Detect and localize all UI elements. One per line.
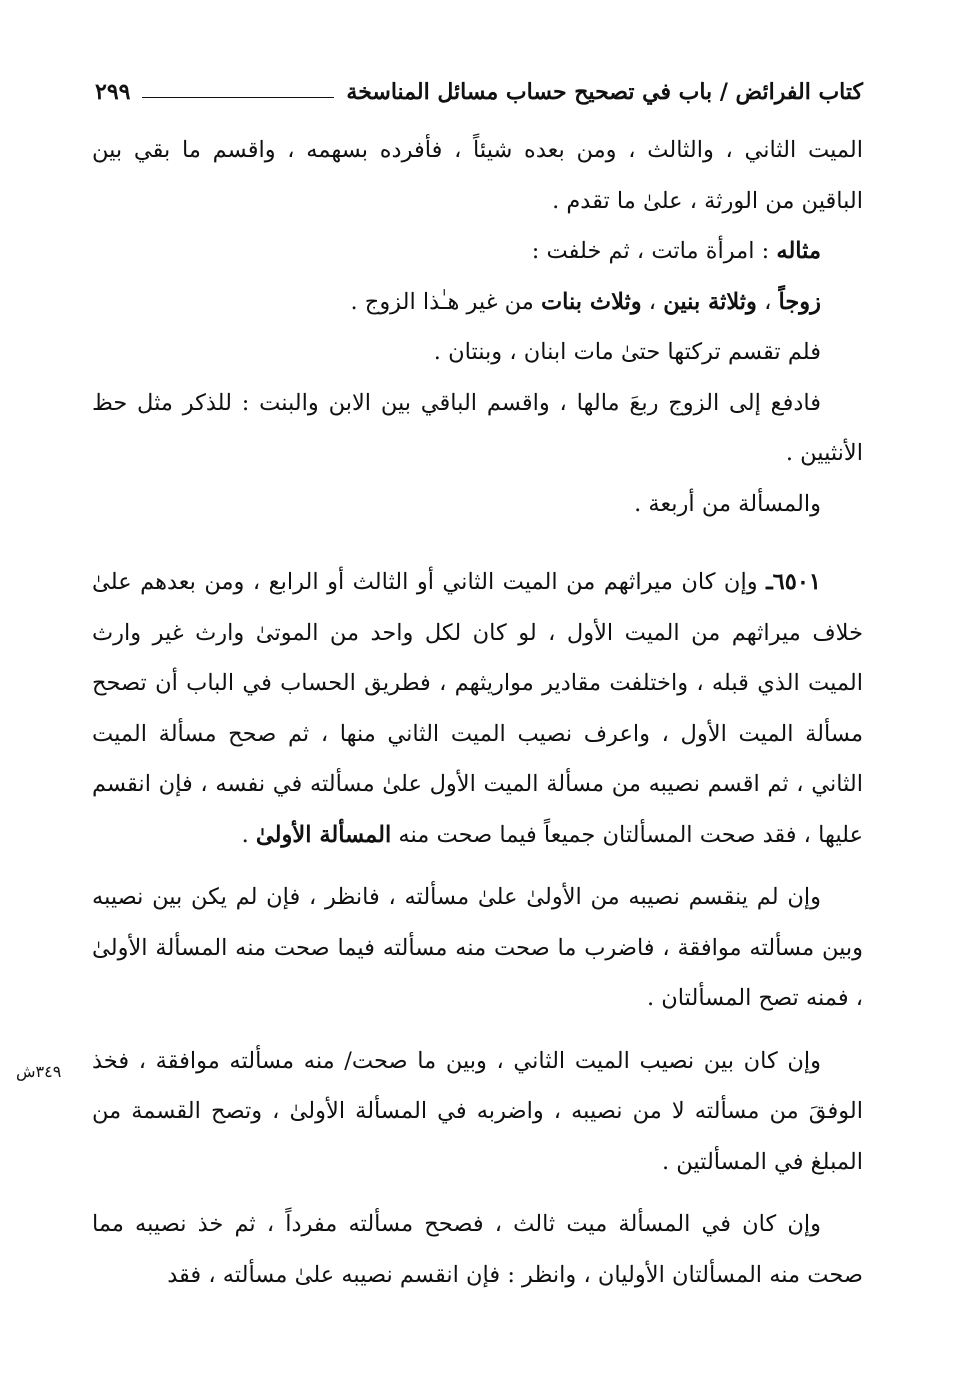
paragraph-8: وإن لم ينقسم نصيبه من الأولىٰ علىٰ مسألته ، فانظر ، فإن لم يكن بين نصيبه وبين مسألته موافقة ، فاضرب ما صحت منه مسألته فيما صحت منه المسألة الأولىٰ ، فمنه تصح المسألتان . <box>92 884 863 1011</box>
margin-note: ٣٤٩ش <box>16 1062 62 1081</box>
section-number: ٦٥٠١ـ <box>766 569 821 595</box>
heirs-tail: من غير هـٰذا الزوج . <box>350 288 541 315</box>
page-number: ٢٩٩ <box>95 79 131 105</box>
example-text: : امرأة ماتت ، ثم خلفت : <box>531 238 777 264</box>
paragraph-9: وإن كان بين نصيب الميت الثاني ، وبين ما صحت/ منه مسألته موافقة ، فخذ الوفقَ من مسألته لا من نصيبه ، واضربه في المسألة الأولىٰ ، وتصح القسمة من المبلغ في المسألتين . <box>92 1047 863 1175</box>
section-end: . <box>241 821 256 848</box>
header-rule <box>142 97 334 98</box>
heir-daughters: وثلاث بنات <box>540 288 642 315</box>
paragraph-heirs <box>92 277 863 328</box>
paragraph-6501 <box>92 557 863 860</box>
page-body <box>92 125 863 1300</box>
example-label: مثاله <box>776 238 821 264</box>
section-text: وإن كان ميراثهم من الميت الثاني أو الثالث أو الرابع ، ومن بعدهم علىٰ خلاف ميراثهم من الميت الأول ، لو كان لكل واحد من الموتىٰ وارث غير وارث الميت الذي قبله ، واختلفت مقادير مواريثهم ، فطريق الحساب في الباب أن تصحح مسألة الميت الأول ، واعرف نصيب الميت الثاني منها ، ثم صحح مسألة الميت الثاني ، ثم اقسم نصيبه من مسألة الميت الأول علىٰ مسألته في نفسه ، فإن انقسم عليها ، فقد صحت المسألتان جميعاً فيما صحت منه <box>92 569 863 848</box>
header-title: كتاب الفرائض / باب في تصحيح حساب مسائل المناسخة <box>346 79 863 105</box>
separator: ، <box>641 288 664 315</box>
paragraph-10: وإن كان في المسألة ميت ثالث ، فصحح مسألته مفرداً ، ثم خذ نصيبه مما صحت منه المسألتان الأوليان ، وانظر : فإن انقسم نصيبه علىٰ مسألته ، فقد <box>92 1211 863 1288</box>
heir-husband: زوجاً <box>778 288 821 315</box>
separator: ، <box>756 288 779 315</box>
paragraph-example <box>92 226 863 277</box>
heir-sons: وثلاثة بنين <box>663 288 757 315</box>
paragraph-4: فلم تقسم تركتها حتىٰ مات ابنان ، وبنتان . <box>433 339 821 365</box>
running-header <box>95 72 863 112</box>
paragraph-1: الميت الثاني ، والثالث ، ومن بعده شيئاً ، فأفرده بسهمه ، واقسم ما بقي بين الباقين من الورثة ، علىٰ ما تقدم . <box>92 137 863 214</box>
paragraph-5: فادفع إلى الزوج ربعَ مالها ، واقسم الباقي بين الابن والبنت : للذكر مثل حظ الأنثيين . <box>92 389 863 466</box>
paragraph-6: والمسألة من أربعة . <box>634 490 821 517</box>
section-bold-end: المسألة الأولىٰ <box>255 821 392 848</box>
